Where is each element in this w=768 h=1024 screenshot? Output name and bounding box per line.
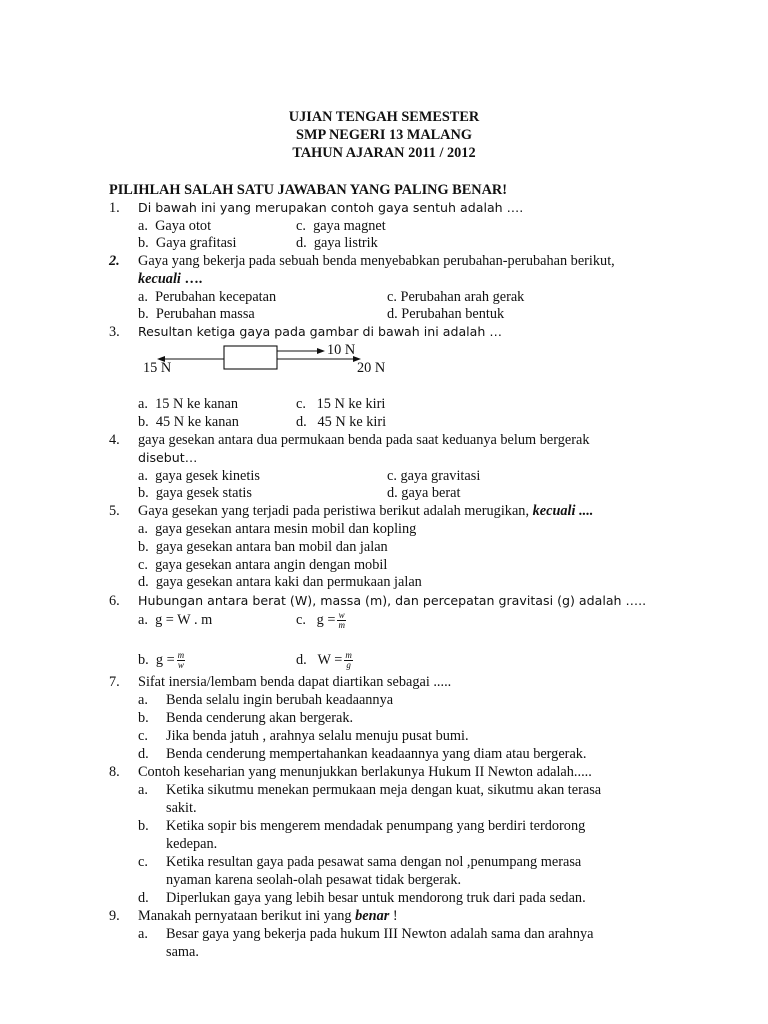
q6-option-b-fraction — [177, 651, 186, 670]
q1-option-d: d. gaya listrik — [296, 235, 378, 251]
fraction-denominator: w — [177, 660, 184, 671]
q6-option-a: a. g = W . m — [138, 612, 213, 628]
q7-option-a-letter: a. — [138, 692, 148, 708]
q2-text: Gaya yang bekerja pada sebuah benda menyebabkan perubahan-perubahan berikut, — [138, 253, 615, 269]
fraction-denominator: g — [346, 660, 351, 671]
force-15n-label: 15 N — [143, 360, 172, 376]
q5-option-c: c. gaya gesekan antara angin dengan mobil — [138, 557, 388, 573]
q5-text: Gaya gesekan yang terjadi pada peristiwa berikut adalah merugikan, — [138, 503, 533, 519]
q3-text: Resultan ketiga gaya pada gambar di bawah ini adalah … — [138, 324, 502, 339]
q4-option-a: a. gaya gesek kinetis — [138, 468, 260, 484]
q7-option-a: Benda selalu ingin berubah keadaannya — [166, 692, 394, 708]
q8-option-b-letter: b. — [138, 818, 149, 834]
q6-option-d-label: d. W = — [296, 652, 343, 668]
q7-option-c-letter: c. — [138, 728, 148, 744]
q6-option-b — [138, 651, 185, 670]
q7-option-b: Benda cenderung akan bergerak. — [166, 710, 354, 726]
q1-number: 1. — [109, 200, 120, 216]
arrow-10n-head — [317, 348, 325, 354]
q2-option-a: a. Perubahan kecepatan — [138, 289, 277, 305]
fraction-numerator: w — [338, 610, 345, 621]
q6-text: Hubungan antara berat (W), massa (m), dan percepatan gravitasi (g) adalah ….. — [138, 593, 647, 608]
q5-kecuali: kecuali .... — [532, 503, 594, 519]
q5-number: 5. — [109, 503, 120, 519]
q8-option-b: Ketika sopir bis mengerem mendadak penumpang yang berdiri terdorong — [166, 818, 586, 834]
q6-option-c — [296, 611, 346, 630]
q6-option-d — [296, 651, 353, 670]
fraction-numerator: m — [177, 650, 185, 661]
q4-option-d: d. gaya berat — [387, 485, 461, 501]
q9-option-a: Besar gaya yang bekerja pada hukum III Newton adalah sama dan arahnya — [166, 926, 594, 942]
q8-text: Contoh keseharian yang menunjukkan berlakunya Hukum II Newton adalah..... — [138, 764, 592, 780]
academic-year: TAHUN AJARAN 2011 / 2012 — [292, 145, 476, 161]
q8-option-b-cont: kedepan. — [166, 836, 218, 852]
q5-option-d: d. gaya gesekan antara kaki dan permukaan jalan — [138, 574, 422, 590]
q4-option-c: c. gaya gravitasi — [387, 468, 481, 484]
q1-option-b: b. Gaya grafitasi — [138, 235, 237, 251]
q4-number: 4. — [109, 432, 120, 448]
q5-option-a: a. gaya gesekan antara mesin mobil dan kopling — [138, 521, 417, 537]
instruction: PILIHLAH SALAH SATU JAWABAN YANG PALING BENAR! — [109, 182, 507, 198]
q8-option-a-letter: a. — [138, 782, 148, 798]
q9-option-a-letter: a. — [138, 926, 148, 942]
q5-option-b: b. gaya gesekan antara ban mobil dan jalan — [138, 539, 388, 555]
exam-title: UJIAN TENGAH SEMESTER — [288, 109, 480, 125]
q4-option-b: b. gaya gesek statis — [138, 485, 252, 501]
q7-text: Sifat inersia/lembam benda dapat diartikan sebagai ..... — [138, 674, 452, 690]
q2-number: 2. — [109, 253, 120, 269]
q6-option-c-label: c. g = — [296, 612, 336, 628]
q7-option-d-letter: d. — [138, 746, 149, 762]
school-name: SMP NEGERI 13 MALANG — [296, 127, 472, 143]
q7-option-c: Jika benda jatuh , arahnya selalu menuju pusat bumi. — [166, 728, 469, 744]
q8-option-a: Ketika sikutmu menekan permukaan meja dengan kuat, sikutmu akan terasa — [166, 782, 602, 798]
fraction-denominator: m — [338, 620, 345, 631]
q6-option-c-fraction — [337, 611, 346, 630]
force-20n-label: 20 N — [357, 360, 386, 376]
force-10n-label: 10 N — [327, 342, 356, 358]
q7-number: 7. — [109, 674, 120, 690]
q7-option-d: Benda cenderung mempertahankan keadaannya yang diam atau bergerak. — [166, 746, 587, 762]
q4-text-cont: disebut… — [138, 450, 198, 465]
q8-option-a-cont: sakit. — [166, 800, 197, 816]
q9-number: 9. — [109, 908, 120, 924]
q9-line — [138, 907, 398, 925]
q8-number: 8. — [109, 764, 120, 780]
q9-benar: benar — [355, 908, 390, 924]
q5-line — [138, 502, 593, 520]
q1-text: Di bawah ini yang merupakan contoh gaya sentuh adalah …. — [138, 200, 524, 215]
q8-option-c: Ketika resultan gaya pada pesawat sama dengan nol ,penumpang merasa — [166, 854, 582, 870]
q8-option-c-cont: nyaman karena seolah-olah pesawat tidak bergerak. — [166, 872, 462, 888]
q1-option-c: c. gaya magnet — [296, 218, 386, 234]
q2-option-d: d. Perubahan bentuk — [387, 306, 505, 322]
q3-number: 3. — [109, 324, 120, 340]
q6-option-b-label: b. g = — [138, 652, 175, 668]
q4-text: gaya gesekan antara dua permukaan benda pada saat keduanya belum bergerak — [138, 432, 590, 448]
q9-text: Manakah pernyataan berikut ini yang — [138, 908, 356, 924]
q6-number: 6. — [109, 593, 120, 609]
q2-option-c: c. Perubahan arah gerak — [387, 289, 525, 305]
q3-option-b: b. 45 N ke kanan — [138, 414, 239, 430]
q8-option-d-letter: d. — [138, 890, 149, 906]
q3-option-d: d. 45 N ke kiri — [296, 414, 387, 430]
q9-option-a-cont: sama. — [166, 944, 199, 960]
q2-kecuali: kecuali — [138, 271, 181, 287]
q6-option-d-fraction — [344, 651, 353, 670]
q2-option-b: b. Perubahan massa — [138, 306, 255, 322]
fraction-numerator: m — [345, 650, 352, 661]
q2-dots: …. — [180, 271, 203, 287]
q3-option-a: a. 15 N ke kanan — [138, 396, 239, 412]
block — [224, 346, 277, 369]
q1-option-a: a. Gaya otot — [138, 218, 212, 234]
q9-exclamation: ! — [389, 908, 398, 924]
q8-option-d: Diperlukan gaya yang lebih besar untuk mendorong truk dari pada sedan. — [166, 890, 586, 906]
q7-option-b-letter: b. — [138, 710, 149, 726]
q8-option-c-letter: c. — [138, 854, 148, 870]
q3-option-c: c. 15 N ke kiri — [296, 396, 386, 412]
